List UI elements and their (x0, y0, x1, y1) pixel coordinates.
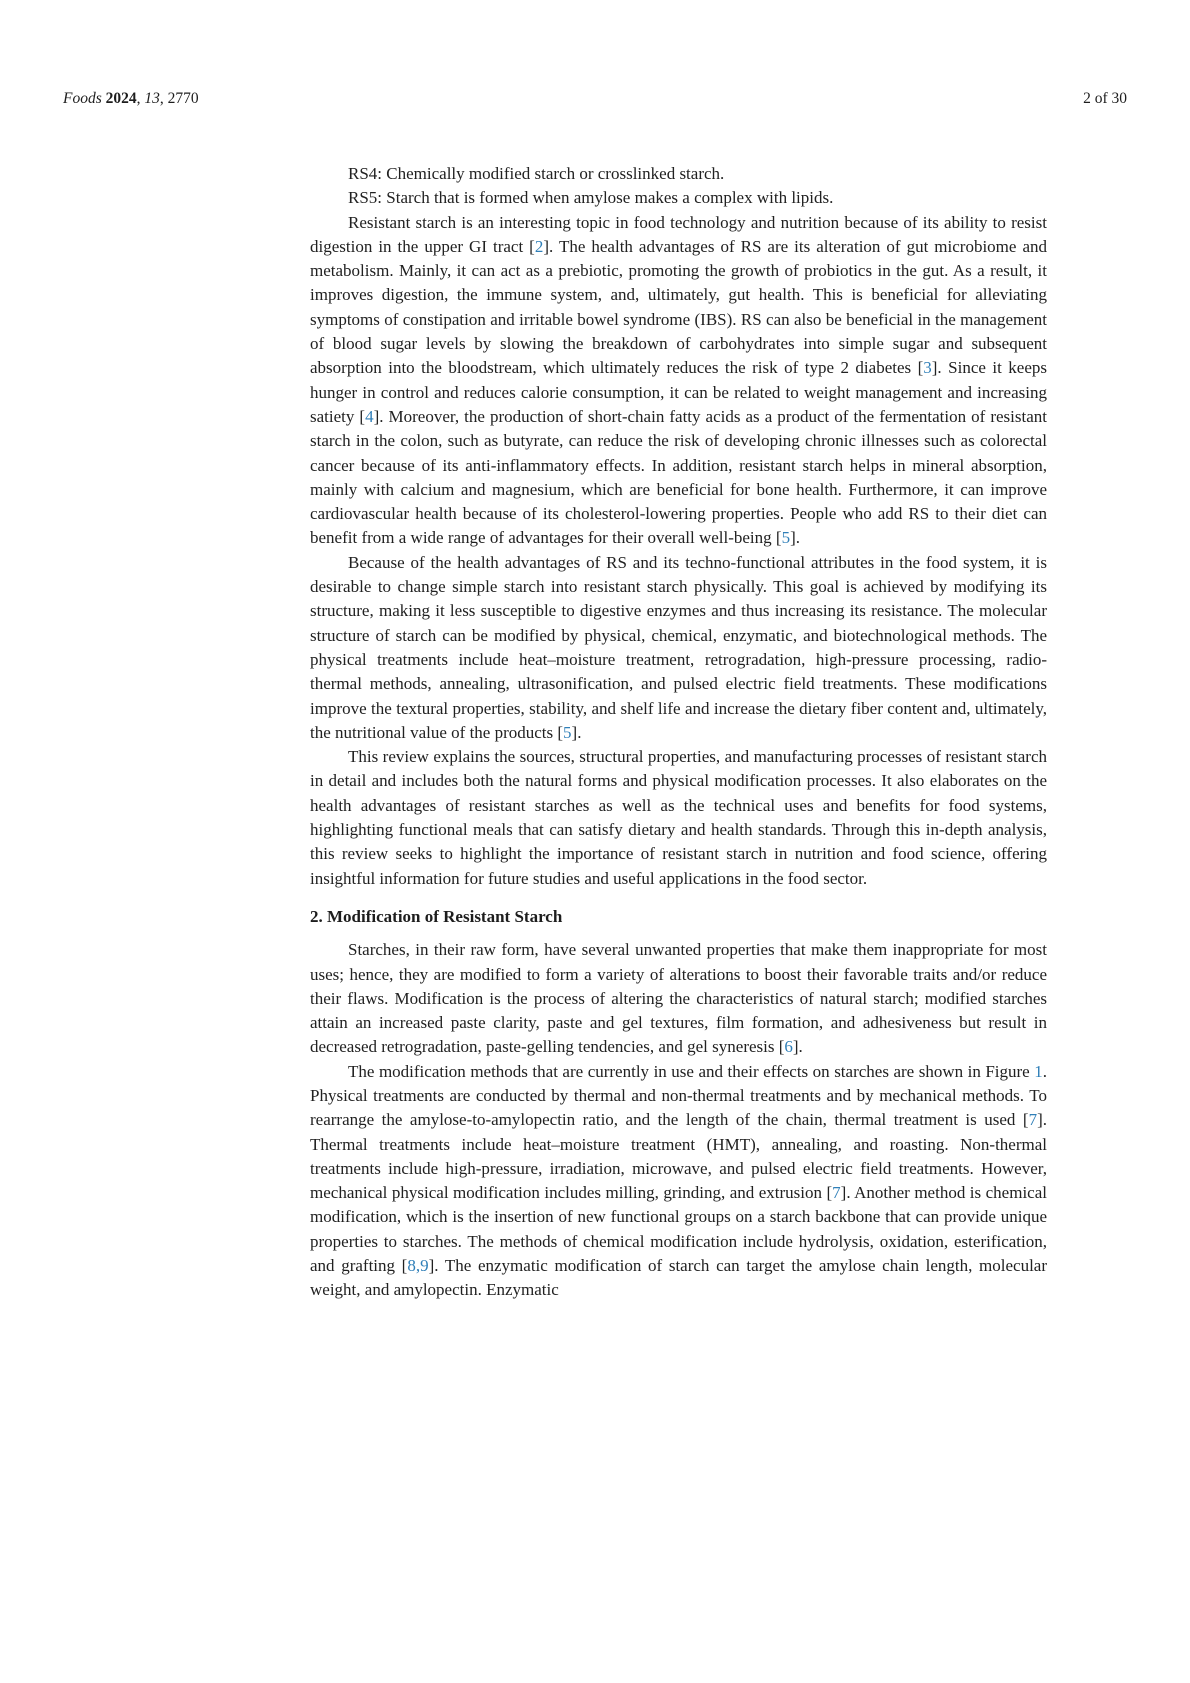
text-run: RS4: Chemically modified starch or crosslinked starch. (348, 164, 725, 183)
paragraph (310, 162, 1047, 186)
section-heading: 2. Modification of Resistant Starch (310, 906, 563, 926)
journal-citation-segment: Foods (63, 90, 102, 107)
text-run: Because of the health advantages of RS and its techno-functional attributes in the food system, it is desirable to change simple starch into resistant starch physically. This goal is achieved by modifying its structure, making it less susceptible to digestive enzymes and thus increasing its resistance. The molecular structure of starch can be modified by physical, chemical, enzymatic, and biotechnological methods. The physical treatments include heat–moisture treatment, retrogradation, high-pressure processing, radio-thermal methods, annealing, ultrasonification, and pulsed electric field treatments. These modifications improve the textural properties, stability, and shelf life and increase the dietary fiber content and, ultimately, the nutritional value of the products [ (310, 552, 1047, 742)
text-run: The modification methods that are currently in use and their effects on starches are shown in Figure (348, 1061, 1035, 1081)
paragraph (310, 745, 1047, 891)
text-run: ]. The enzymatic modification of starch can target the amylose chain length, molecular weight, and amylopectin. Enzymatic (310, 1256, 1047, 1300)
citation-link[interactable]: 5 (781, 528, 791, 548)
article-body (310, 162, 1047, 1303)
text-run: Resistant starch is an interesting topic in food technology and nutrition because of its ability to resist digestion in the upper GI tract [ (310, 212, 1047, 256)
text-run: ]. Another method is chemical modification, which is the insertion of new functional groups on a starch backbone that can provide unique properties to starches. The methods of chemical modification include hydrolysis, oxidation, esterification, and grafting [ (310, 1183, 1047, 1276)
page-number: 2 of 30 (1083, 90, 1127, 107)
text-run: ]. Thermal treatments include heat–moisture treatment (HMT), annealing, and roasting. Non-thermal treatments include high-pressure, irradiation, microwave, and pulsed electric field treatments. However, mechanical physical modification includes milling, grinding, and extrusion [ (310, 1110, 1047, 1203)
citation-link[interactable]: 7 (1028, 1110, 1038, 1130)
journal-citation-segment: , (136, 90, 145, 107)
citation-link[interactable]: 6 (784, 1037, 793, 1057)
text-run: ]. (792, 1037, 803, 1057)
text-run: This review explains the sources, structural properties, and manufacturing processes of resistant starch in detail and includes both the natural forms and physical modification processes. It also elaborates on the health advantages of resistant starches as well as the technical uses and benefits for food systems, highlighting functional meals that can satisfy dietary and health standards. Through this in-depth analysis, this review seeks to highlight the importance of resistant starch in nutrition and food science, offering insightful information for future studies and useful applications in the food sector. (310, 747, 1047, 888)
paragraph (310, 551, 1047, 745)
text-run: ]. The health advantages of RS are its alteration of gut microbiome and metabolism. Mainly, it can act as a prebiotic, promoting the growth of probiotics in the gut. As a result, it improves digestion, the immune system, and, ultimately, gut health. This is beneficial for alleviating symptoms of constipation and irritable bowel syndrome (IBS). RS can also be beneficial in the management of blood sugar levels by slowing the breakdown of carbohydrates into simple sugar and subsequent absorption into the bloodstream, which ultimately reduces the risk of type 2 diabetes [ (310, 236, 1047, 378)
citation-link[interactable]: 5 (563, 722, 572, 742)
text-run: RS5: Starch that is formed when amylose makes a complex with lipids. (348, 188, 834, 208)
page-header (63, 90, 1127, 108)
text-run: ]. Moreover, the production of short-chain fatty acids as a product of the fermentation of resistant starch in the colon, such as butyrate, can reduce the risk of developing chronic illnesses such as colorectal cancer because of its anti-inflammatory effects. In addition, resistant starch helps in mineral absorption, mainly with calcium and magnesium, which are beneficial for bone health. Furthermore, it can improve cardiovascular health because of its cholesterol-lowering properties. People who add RS to their diet can benefit from a wide range of advantages for their overall well-being [ (310, 406, 1047, 548)
paragraph (310, 186, 1047, 210)
citation-link[interactable]: 4 (365, 406, 374, 426)
text-run: ]. Since it keeps hunger in control and reduces calorie consumption, it can be related to weight management and increasing satiety [ (310, 358, 1047, 426)
journal-citation (63, 90, 199, 108)
citation-link[interactable]: 7 (832, 1183, 841, 1203)
citation-link[interactable]: 8,9 (407, 1256, 429, 1276)
citation-link[interactable]: 1 (1034, 1061, 1043, 1081)
citation-link[interactable]: 3 (923, 358, 932, 378)
journal-citation-segment: 2024 (105, 90, 137, 107)
citation-link[interactable]: 2 (534, 236, 544, 256)
text-run: ]. (790, 528, 800, 548)
text-run: . Physical treatments are conducted by thermal and non-thermal treatments and by mechanical methods. To rearrange the amylose-to-amylopectin ratio, and the length of the chain, thermal treatment is used [ (310, 1061, 1047, 1130)
paragraph (310, 1060, 1047, 1303)
journal-citation-segment: , 2770 (159, 90, 199, 107)
paragraph (310, 211, 1047, 551)
journal-citation-segment: 13 (144, 90, 160, 107)
text-run: Starches, in their raw form, have several unwanted properties that make them inappropriate for most uses; hence, they are modified to form a variety of alterations to boost their favorable traits and/or reduce their flaws. Modification is the process of altering the characteristics of natural starch; modified starches attain an increased paste clarity, paste and gel textures, film formation, and adhesiveness but result in decreased retrogradation, paste-gelling tendencies, and gel syneresis [ (310, 940, 1047, 1057)
paragraph (310, 938, 1047, 1059)
text-run: ]. (571, 722, 582, 742)
